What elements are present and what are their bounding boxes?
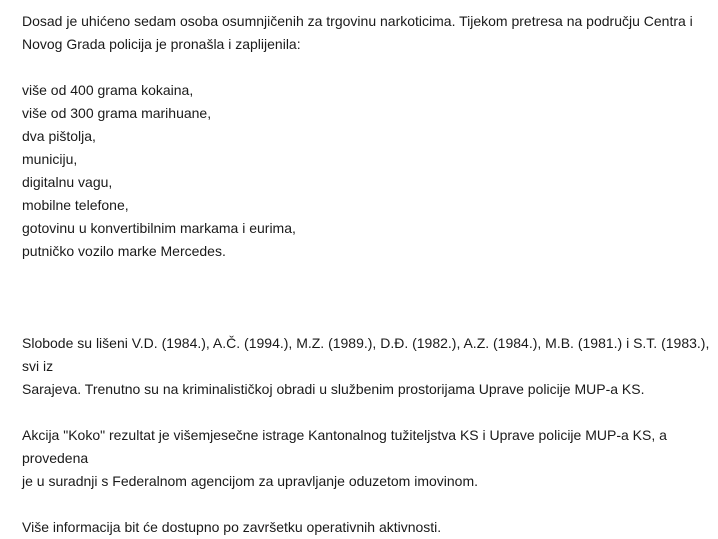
intro-paragraph (22, 10, 710, 56)
list-item: municiju, (22, 151, 78, 167)
list-item: gotovinu u konvertibilnim markama i eurima, (22, 220, 296, 236)
list-item: digitalnu vagu, (22, 174, 113, 190)
spacer (22, 309, 710, 332)
list-item: mobilne telefone, (22, 197, 129, 213)
list-item: dva pištolja, (22, 128, 96, 144)
spacer (22, 493, 710, 516)
seized-items-list (22, 79, 710, 263)
suspects-line-1: Slobode su lišeni V.D. (1984.), A.Č. (1994.), M.Z. (1989.), D.Đ. (1982.), A.Z. (1984.), M.B. (1981.) i S.T. (1983.), svi iz (22, 335, 710, 374)
intro-line-1: Dosad je uhićeno sedam osoba osumnjičenih za trgovinu narkoticima. Tijekom pretresa na području Centra i (22, 13, 693, 29)
list-item: putničko vozilo marke Mercedes. (22, 243, 226, 259)
action-line-1: Akcija "Koko" rezultat je višemjesečne istrage Kantonalnog tužiteljstva KS i Uprave policije MUP-a KS, a provedena (22, 427, 667, 466)
spacer (22, 401, 710, 424)
action-line-2: je u suradnji s Federalnom agencijom za upravljanje oduzetom imovinom. (22, 473, 479, 489)
spacer (22, 56, 710, 79)
spacer (22, 263, 710, 309)
action-paragraph (22, 424, 710, 493)
list-item: više od 300 grama marihuane, (22, 105, 212, 121)
suspects-line-2: Sarajeva. Trenutno su na kriminalističkoj obradi u službenim prostorijama Uprave policije MUP-a KS. (22, 381, 645, 397)
list-item: više od 400 grama kokaina, (22, 82, 194, 98)
closing-paragraph: Više informacija bit će dostupno po završetku operativnih aktivnosti. (22, 519, 442, 535)
intro-line-2: Novog Grada policija je pronašla i zaplijenila: (22, 36, 301, 52)
suspects-paragraph (22, 332, 710, 401)
